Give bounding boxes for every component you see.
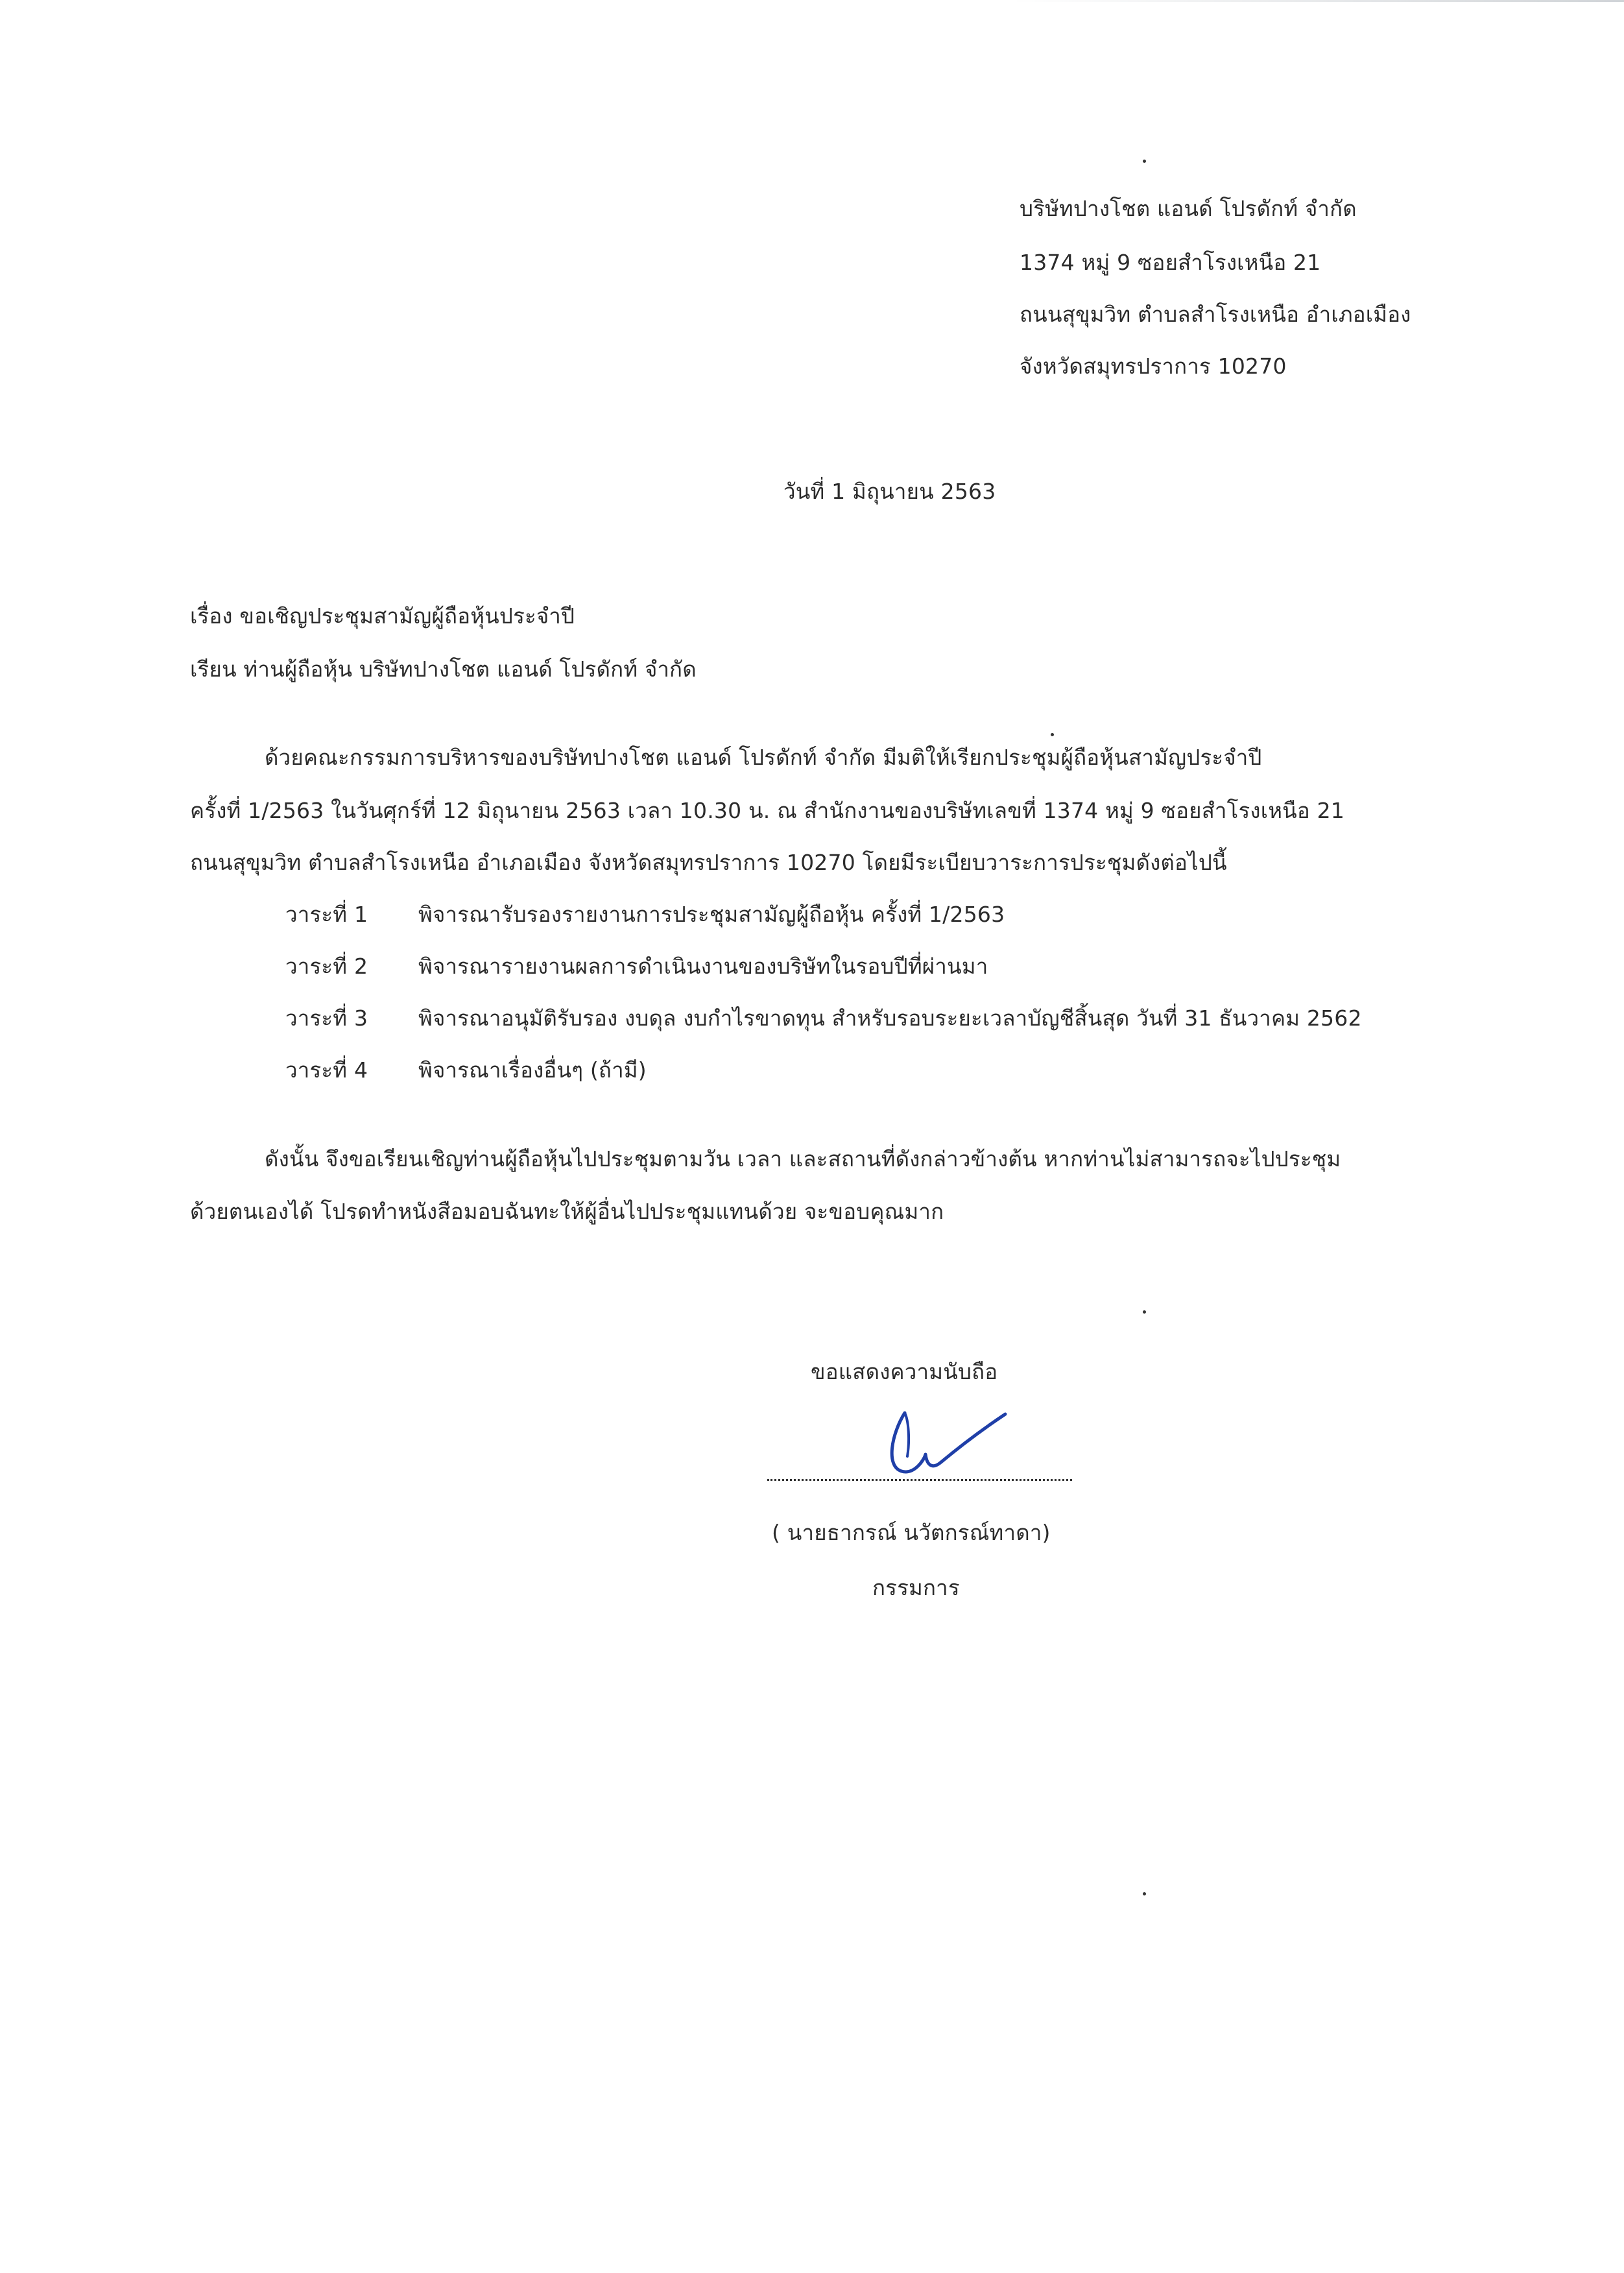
letter-recipient: เรียน ท่านผู้ถือหุ้น บริษัทปางโชต แอนด์ โปรดักท์ จำกัด [190, 656, 697, 682]
closing-line: ด้วยตนเองได้ โปรดทำหนังสือมอบฉันทะให้ผู้อื่นไปประชุมแทนด้วย จะขอบคุณมาก [190, 1199, 944, 1224]
handwritten-signature [879, 1395, 1015, 1492]
signatory-title: กรรมการ [872, 1575, 960, 1600]
scan-speck [1143, 1310, 1146, 1314]
closing-line: ดังนั้น จึงขอเรียนเชิญท่านผู้ถือหุ้นไปประชุมตามวัน เวลา และสถานที่ดังกล่าวข้างต้น หากท่านไม่สามารถจะไปประชุม [265, 1146, 1341, 1172]
letter-subject: เรื่อง ขอเชิญประชุมสามัญผู้ถือหุ้นประจำปี [190, 603, 575, 629]
scan-speck [1051, 733, 1054, 736]
agenda-item: พิจารณาอนุมัติรับรอง งบดุล งบกำไรขาดทุน สำหรับรอบระยะเวลาบัญชีสิ้นสุด วันที่ 31 ธันวาคม 2562 [418, 1005, 1362, 1031]
agenda-number: วาระที่ 1 [285, 902, 368, 927]
company-address-line: จังหวัดสมุทรปราการ 10270 [1020, 354, 1287, 379]
company-address-line: 1374 หมู่ 9 ซอยสำโรงเหนือ 21 [1020, 250, 1321, 275]
agenda-number: วาระที่ 3 [285, 1005, 368, 1031]
body-line: ถนนสุขุมวิท ตำบลสำโรงเหนือ อำเภอเมือง จังหวัดสมุทรปราการ 10270 โดยมีระเบียบวาระการประชุมดังต่อไปนี้ [190, 850, 1227, 875]
body-line: ครั้งที่ 1/2563 ในวันศุกร์ที่ 12 มิถุนายน 2563 เวลา 10.30 น. ณ สำนักงานของบริษัทเลขที่ 1374 หมู่ 9 ซอยสำโรงเหนือ 21 [190, 798, 1345, 823]
scan-speck [1143, 160, 1146, 163]
scan-edge [1012, 0, 1624, 2]
signature-line [767, 1479, 1072, 1481]
letter-date: วันที่ 1 มิถุนายน 2563 [783, 479, 996, 504]
body-line: ด้วยคณะกรรมการบริหารของบริษัทปางโชต แอนด์ โปรดักท์ จำกัด มีมติให้เรียกประชุมผู้ถือหุ้นสามัญประจำปี [265, 745, 1262, 770]
agenda-item: พิจารณาเรื่องอื่นๆ (ถ้ามี) [418, 1057, 647, 1083]
agenda-item: พิจารณารายงานผลการดำเนินงานของบริษัทในรอบปีที่ผ่านมา [418, 954, 988, 979]
agenda-number: วาระที่ 2 [285, 954, 368, 979]
company-name: บริษัทปางโชต แอนด์ โปรดักท์ จำกัด [1020, 196, 1357, 221]
agenda-number: วาระที่ 4 [285, 1057, 368, 1083]
company-address-line: ถนนสุขุมวิท ตำบลสำโรงเหนือ อำเภอเมือง [1020, 302, 1411, 327]
scan-speck [1143, 1892, 1146, 1895]
signatory-name: ( นายธากรณ์ นวัตกรณ์ทาดา) [772, 1520, 1051, 1545]
agenda-item: พิจารณารับรองรายงานการประชุมสามัญผู้ถือหุ้น ครั้งที่ 1/2563 [418, 902, 1005, 927]
sign-off: ขอแสดงความนับถือ [811, 1359, 998, 1384]
